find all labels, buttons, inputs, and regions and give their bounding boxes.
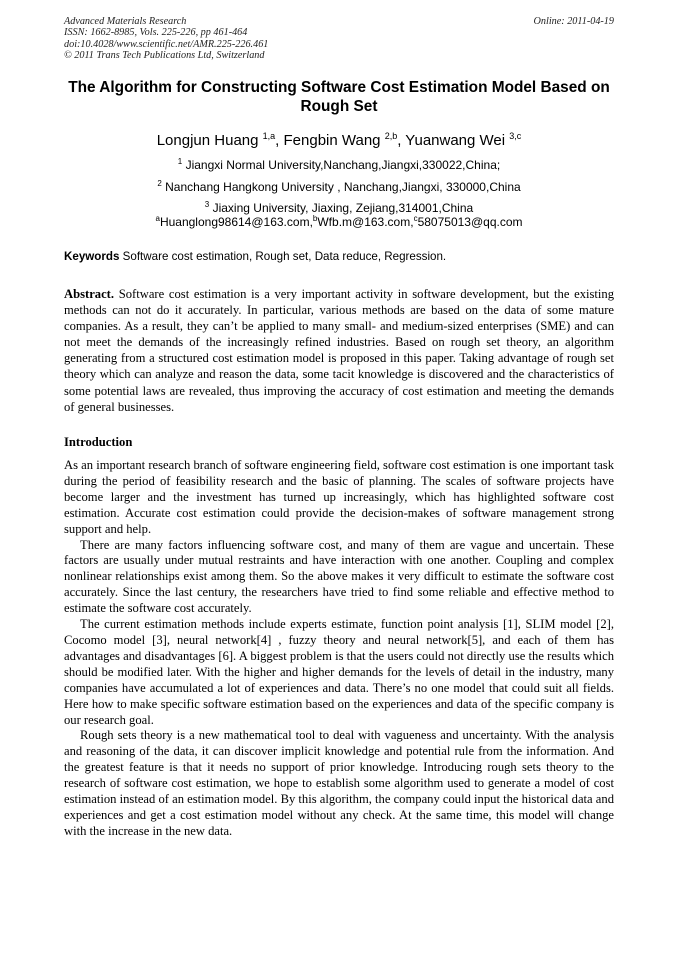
author-affiliation-mark: 2,b (384, 131, 398, 141)
author-affiliation-mark: 1,a (262, 131, 276, 141)
author-name: Longjun Huang (156, 132, 259, 149)
copyright-line: © 2011 Trans Tech Publications Ltd, Switzerland (64, 50, 265, 62)
affiliation-text: Jiaxing University, Jiaxing, Zejiang,314001,China (212, 201, 474, 215)
paragraph: Rough sets theory is a new mathematical tool to deal with vagueness and uncertainty. With the analysis and reasoning of the data, it can discover implicit knowledge and potential rule from the information. And the greatest feature is that it needs no support of prior knowledge. Introducing rough sets theory to the research of software cost estimation, we hope to establish some algorithm used to generate a model of cost estimation instead of an estimation model. By this algorithm, the company could input the historical data and experiences and get a cost estimation model without any check. At the same time, this model will change with the increase in the new data. (64, 728, 614, 838)
affiliation-text: Jiangxi Normal University,Nanchang,Jiangxi,330022,China; (185, 158, 501, 172)
author-list: Longjun Huang $^{1,a}$, Fengbin Wang $^{2,b}$, Yuanwang Wei $^{3,c}$ (156, 131, 522, 149)
online-date: Online: 2011-04-19 (533, 16, 614, 27)
affiliation-number: 2 (157, 179, 162, 188)
abstract (64, 286, 614, 415)
author-name: Yuanwang Wei (405, 132, 506, 149)
issn-line: ISSN: 1662-8985, Vols. 225-226, pp 461-464 (64, 27, 248, 39)
author-affiliation-mark: 3,c (509, 131, 522, 141)
affiliation-number: 3 (204, 200, 210, 209)
paragraph: The current estimation methods include experts estimate, function point analysis [1], SLIM model [2], Cocomo model [3], neural network[4] , fuzzy theory and neural network[5], and each of them has advantages and disadvantages [6]. A biggest problem is that the users could not directly use the results which should be modified later. With the higher and higher demands for the levels of detail in the industry, many companies have accumulated a lot of experiences and data. There’s no one model that could suit all fields. Here how to make specific software estimation based on the experiences and data of the specific company is our research goal. (64, 617, 614, 727)
keywords-text: Software cost estimation, Rough set, Data reduce, Regression. (122, 250, 447, 263)
email-address: Wfb.m@163.com, (317, 215, 414, 229)
paper-title: The Algorithm for Constructing Software Cost Estimation Model Based on Rough Set (68, 79, 610, 115)
email-mark: a (155, 214, 160, 223)
affiliation-text: Nanchang Hangkong University , Nanchang,Jiangxi, 330000,China (165, 180, 521, 194)
email-mark: c (413, 214, 418, 223)
introduction-body (64, 458, 614, 840)
keywords-line (64, 250, 624, 263)
abstract-label: Abstract. (64, 287, 115, 301)
author-name: Fengbin Wang (283, 132, 381, 149)
email-address: 58075013@qq.com (417, 215, 523, 229)
section-heading-introduction: Introduction (64, 435, 133, 449)
email-address: Huanglong98614@163.com, (159, 215, 313, 229)
affiliation-1 (40, 157, 638, 172)
journal-header (64, 16, 268, 62)
affiliation-3 (40, 200, 638, 215)
email-mark: b (312, 214, 318, 223)
abstract-text: Software cost estimation is a very important activity in software development, but the existing methods can not do it accurately. In particular, various methods are based on the data of some mature companies. As a result, they can’t be applied to many small- and medium-sized enterprises (SME) and can not meet the demands of the increasingly refined industries. Based on rough set theory, an algorithm generating from a structured cost estimation model is proposed in this paper. Taking advantage of rough set theory which can analyze and reason the data, some tacit knowledge is discovered and the characteristics of some potential laws are revealed, thus improving the accuracy of cost estimation and meeting the demands of general businesses. (64, 287, 614, 414)
paragraph: There are many factors influencing software cost, and many of them are vague and uncertain. These factors are usually under mutual restraints and have interaction with one another. Coupling and complex nonlinear relationships exist among them. So the above makes it very difficult to estimate the software cost accurately. Since the last century, the researchers have tried to find some reliable and effective method to estimate the software cost accurately. (64, 537, 614, 616)
doi-line: doi:10.4028/www.scientific.net/AMR.225-226.461 (64, 38, 269, 50)
affiliation-2 (40, 179, 638, 194)
affiliation-number: 1 (177, 157, 183, 166)
paragraph: As an important research branch of software engineering field, software cost estimation is one important task during the period of feasibility research and the basic of planning. The scales of software projects have become larger and the investment has turned up increasingly, which has highlighted software cost estimation. Accurate cost estimation could provide the decision-makes of software management strong support and help. (64, 458, 614, 536)
keywords-label: Keywords (64, 250, 120, 263)
journal-name: Advanced Materials Research (64, 16, 187, 27)
author-emails (40, 214, 638, 229)
